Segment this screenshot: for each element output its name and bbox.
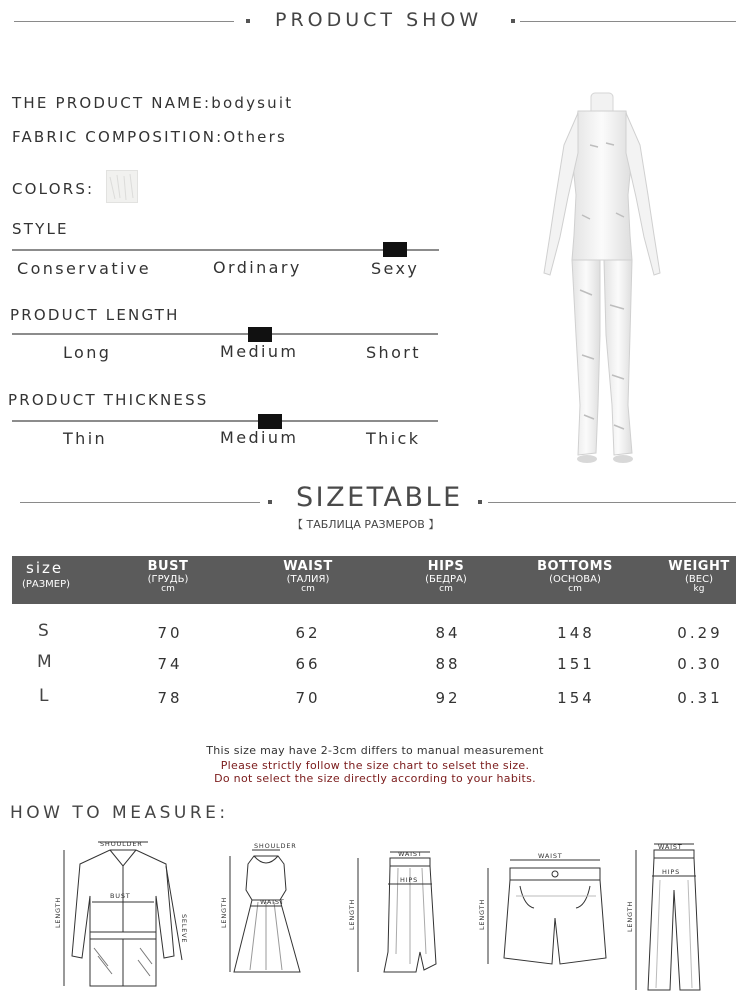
jacket-diagram — [48, 836, 198, 996]
pants-diagram — [626, 840, 736, 995]
note-warning-2: Do not select the size directly according to your habits. — [214, 772, 536, 785]
waist-label: WAIST — [538, 852, 563, 860]
style-option-conservative[interactable]: Conservative — [17, 259, 151, 278]
fabric-composition: FABRIC COMPOSITION:Others — [12, 128, 287, 146]
size-cell: M — [37, 652, 52, 672]
product-name: THE PRODUCT NAME:bodysuit — [12, 94, 294, 112]
length-label: LENGTH — [348, 898, 356, 930]
length-label: LENGTH — [220, 896, 228, 928]
skirt-diagram — [344, 844, 444, 994]
sizetable-dot-left — [268, 500, 272, 504]
col-size-ru: (РАЗМЕР) — [22, 578, 71, 590]
col-waist-label: WAIST — [283, 559, 333, 574]
bottoms-cell: 151 — [557, 655, 595, 673]
length-track — [12, 333, 438, 335]
sizetable-dot-right — [478, 500, 482, 504]
length-option-long[interactable]: Long — [63, 343, 112, 362]
waist-label: WAIST — [398, 850, 423, 858]
col-weight-ru: (ВЕС) — [685, 574, 713, 586]
waist-label: WAIST — [260, 898, 285, 906]
col-bust-ru: (ГРУДЬ) — [147, 574, 189, 586]
style-option-sexy[interactable]: Sexy — [371, 259, 420, 278]
header-dot-right — [511, 19, 515, 23]
hips-label: HIPS — [400, 876, 419, 884]
col-size-label: size — [26, 559, 64, 577]
sleeve-label: SELEVE — [180, 914, 188, 944]
note-measurement: This size may have 2-3cm differs to manual measurement — [206, 744, 544, 757]
weight-cell: 0.31 — [677, 689, 723, 707]
col-hips-unit: cm — [439, 584, 453, 595]
length-label: LENGTH — [626, 900, 634, 932]
hips-label: HIPS — [662, 868, 681, 876]
product-photo — [520, 85, 680, 470]
thickness-knob[interactable] — [258, 414, 282, 429]
waist-label: WAIST — [658, 843, 683, 851]
length-label: LENGTH — [478, 898, 486, 930]
col-bust-unit: cm — [161, 584, 175, 595]
sizetable-rule-right — [488, 502, 736, 503]
waist-cell: 70 — [295, 689, 321, 707]
header-dot-left — [246, 19, 250, 23]
sizetable-header — [12, 556, 736, 604]
sizetable-rule-left — [20, 502, 260, 503]
col-waist-unit: cm — [301, 584, 315, 595]
thickness-option-medium[interactable]: Medium — [220, 428, 299, 447]
hips-cell: 88 — [435, 655, 461, 673]
col-weight — [664, 560, 734, 595]
style-option-ordinary[interactable]: Ordinary — [213, 258, 302, 277]
dress-diagram — [216, 840, 316, 990]
bust-cell: 74 — [157, 655, 183, 673]
bust-cell: 70 — [157, 624, 183, 642]
col-hips — [410, 560, 482, 595]
size-cell: S — [38, 621, 49, 641]
waist-cell: 66 — [295, 655, 321, 673]
shorts-icon — [476, 846, 616, 976]
col-bottoms-label: BOTTOMS — [537, 559, 613, 574]
shoulder-label: SHOULDER — [254, 842, 297, 850]
color-swatch[interactable] — [106, 170, 138, 203]
weight-cell: 0.30 — [677, 655, 723, 673]
col-weight-unit: kg — [693, 584, 705, 595]
style-title: STYLE — [12, 220, 69, 238]
dress-icon — [216, 840, 316, 990]
col-hips-label: HIPS — [427, 559, 465, 574]
thickness-track — [12, 420, 438, 422]
col-bottoms — [530, 560, 620, 595]
length-title: PRODUCT LENGTH — [10, 306, 180, 324]
length-option-short[interactable]: Short — [366, 343, 421, 362]
product-show-title: PRODUCT SHOW — [275, 9, 483, 31]
col-size — [14, 560, 78, 590]
col-weight-label: WEIGHT — [668, 559, 730, 574]
header-rule-left — [14, 21, 234, 22]
how-to-measure-title: HOW TO MEASURE: — [10, 803, 229, 823]
bust-label: BUST — [110, 892, 131, 900]
waist-cell: 62 — [295, 624, 321, 642]
col-bust-label: BUST — [147, 559, 189, 574]
col-hips-ru: (БЕДРА) — [425, 574, 467, 586]
note-warning-1: Please strictly follow the size chart to selset the size. — [220, 759, 530, 772]
length-label: LENGTH — [54, 896, 62, 928]
length-knob[interactable] — [248, 327, 272, 342]
col-bottoms-unit: cm — [568, 584, 582, 595]
colors-label: COLORS: — [12, 180, 95, 198]
style-track — [12, 249, 439, 251]
jacket-icon — [48, 836, 198, 996]
bodysuit-figure-image — [520, 85, 680, 470]
col-waist — [270, 560, 346, 595]
bottoms-cell: 148 — [557, 624, 595, 642]
weight-cell: 0.29 — [677, 624, 723, 642]
col-waist-ru: (ТАЛИЯ) — [286, 574, 330, 586]
hips-cell: 84 — [435, 624, 461, 642]
pants-icon — [626, 840, 736, 995]
col-bust — [132, 560, 204, 595]
bottoms-cell: 154 — [557, 689, 595, 707]
header-rule-right — [520, 21, 736, 22]
length-option-medium[interactable]: Medium — [220, 342, 299, 361]
hips-cell: 92 — [435, 689, 461, 707]
swatch-texture-icon — [107, 171, 137, 202]
shoulder-label: SHOULDER — [100, 840, 143, 848]
bust-cell: 78 — [157, 689, 183, 707]
sizetable-title: SIZETABLE — [296, 482, 463, 513]
col-bottoms-ru: (ОСНОВА) — [549, 574, 601, 586]
thickness-option-thin[interactable]: Thin — [63, 429, 108, 448]
skirt-icon — [344, 844, 444, 994]
style-knob[interactable] — [383, 242, 407, 257]
size-cell: L — [39, 686, 49, 706]
shorts-diagram — [476, 846, 616, 976]
thickness-title: PRODUCT THICKNESS — [8, 391, 209, 409]
sizetable-subtitle: 【 ТАБЛИЦА РАЗМЕРОВ 】 — [292, 518, 440, 531]
thickness-option-thick[interactable]: Thick — [366, 429, 421, 448]
